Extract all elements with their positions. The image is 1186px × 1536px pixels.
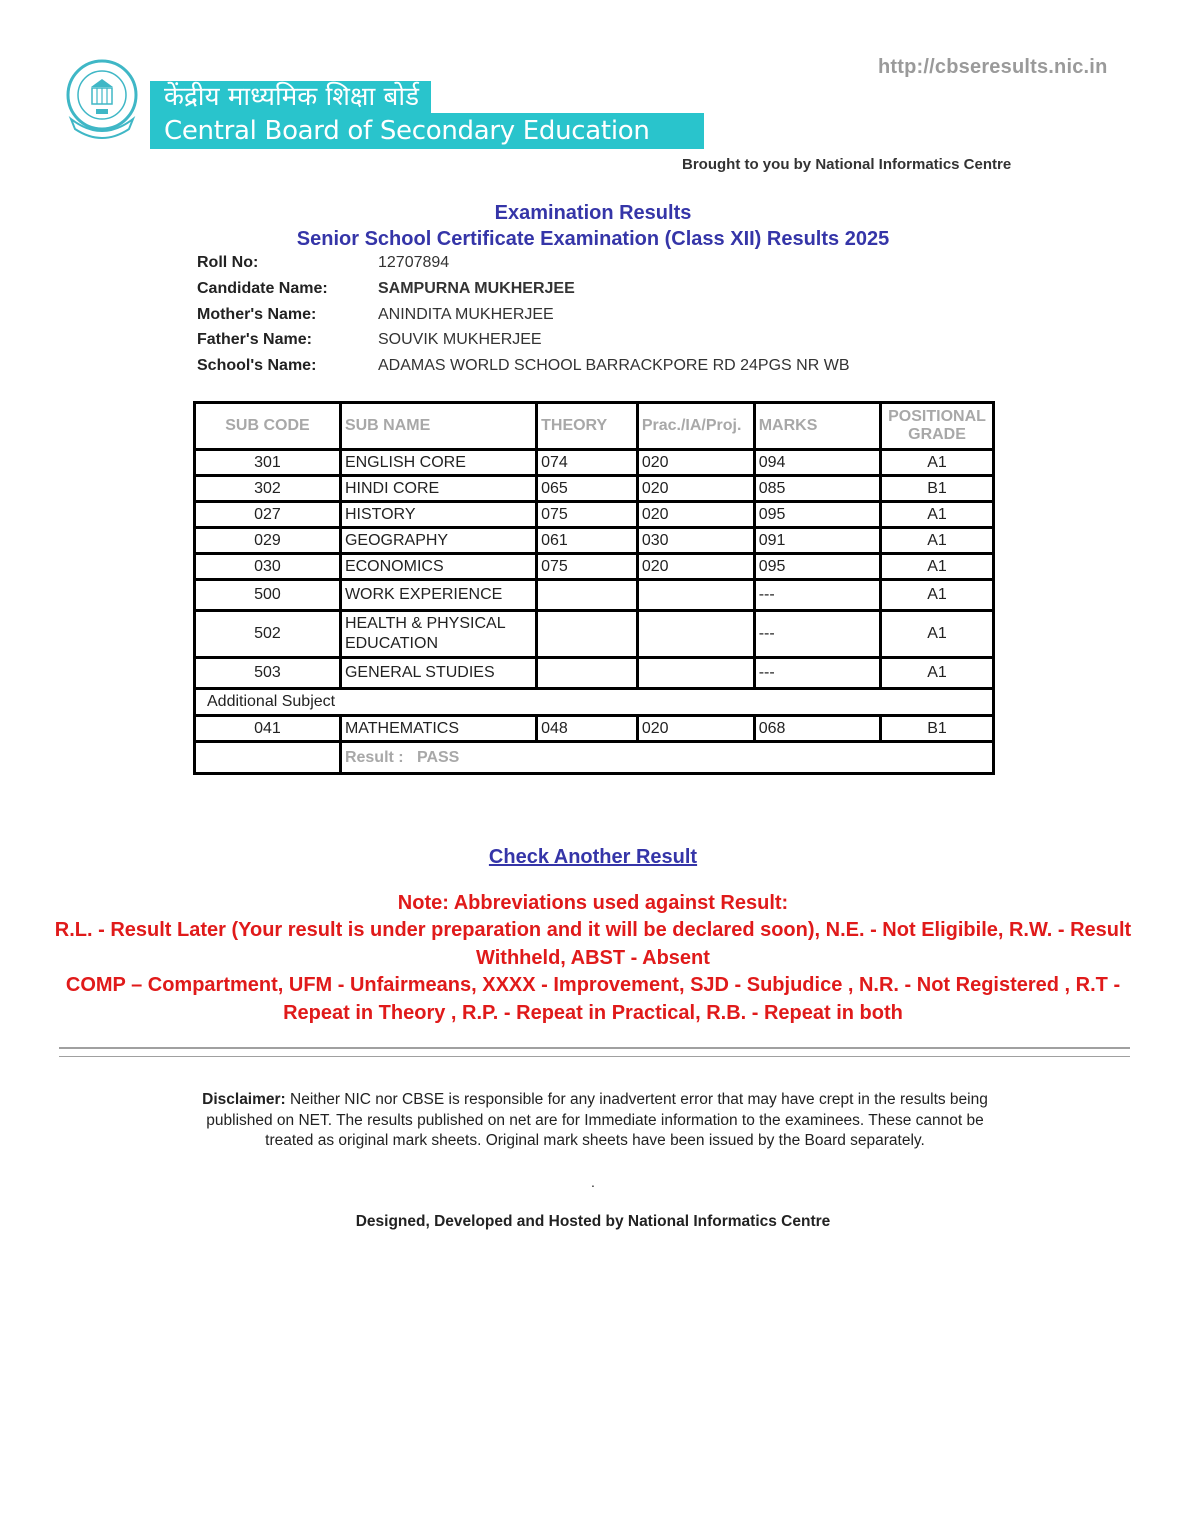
cbse-emblem-icon bbox=[63, 57, 141, 145]
header-marks: MARKS bbox=[754, 403, 880, 450]
board-name-hindi: केंद्रीय माध्यमिक शिक्षा बोर्ड bbox=[150, 81, 431, 113]
additional-subject-label: Additional Subject bbox=[195, 689, 994, 716]
mother-name-value: ANINDITA MUKHERJEE bbox=[378, 305, 554, 323]
disclaimer bbox=[198, 1090, 992, 1152]
marks-cell: 095 bbox=[754, 502, 880, 528]
table-row bbox=[195, 528, 994, 554]
result-empty-cell bbox=[195, 742, 341, 774]
father-name-row bbox=[197, 331, 850, 357]
marks-cell: 091 bbox=[754, 528, 880, 554]
candidate-name-label: Candidate Name: bbox=[197, 279, 328, 297]
divider bbox=[59, 1047, 1130, 1049]
practical-cell: 020 bbox=[637, 450, 754, 476]
table-row bbox=[195, 658, 994, 689]
marks-table bbox=[193, 401, 995, 775]
school-name-label: School's Name: bbox=[197, 357, 317, 375]
table-row bbox=[195, 716, 994, 742]
marks-cell: 068 bbox=[754, 716, 880, 742]
theory-cell: 075 bbox=[537, 554, 638, 580]
practical-cell: 020 bbox=[637, 476, 754, 502]
father-name-label: Father's Name: bbox=[197, 331, 312, 349]
table-row bbox=[195, 580, 994, 611]
practical-cell bbox=[637, 658, 754, 689]
abbreviations-note bbox=[40, 890, 1146, 1027]
sub-name-cell: WORK EXPERIENCE bbox=[340, 580, 536, 611]
header-theory: THEORY bbox=[537, 403, 638, 450]
site-url: http://cbseresults.nic.in bbox=[878, 56, 1108, 78]
table-header-row bbox=[195, 403, 994, 450]
sub-code-cell: 029 bbox=[195, 528, 341, 554]
sub-name-cell: HINDI CORE bbox=[340, 476, 536, 502]
board-name-english: Central Board of Secondary Education bbox=[150, 113, 704, 149]
grade-cell: A1 bbox=[881, 580, 994, 611]
theory-cell bbox=[537, 580, 638, 611]
grade-cell: B1 bbox=[881, 716, 994, 742]
sub-code-cell: 027 bbox=[195, 502, 341, 528]
school-name-value: ADAMAS WORLD SCHOOL BARRACKPORE RD 24PGS NR WB bbox=[378, 357, 850, 375]
marks-cell: 085 bbox=[754, 476, 880, 502]
practical-cell: 020 bbox=[637, 502, 754, 528]
table-row bbox=[195, 502, 994, 528]
page-title: Examination Results bbox=[494, 202, 692, 224]
sub-name-cell: ENGLISH CORE bbox=[340, 450, 536, 476]
sub-code-cell: 302 bbox=[195, 476, 341, 502]
result-cell bbox=[340, 742, 993, 774]
disclaimer-label: Disclaimer: bbox=[202, 1091, 286, 1108]
sub-code-cell: 503 bbox=[195, 658, 341, 689]
practical-cell: 020 bbox=[637, 716, 754, 742]
mother-name-row bbox=[197, 306, 850, 332]
result-value: PASS bbox=[416, 748, 460, 766]
additional-subject-row bbox=[195, 689, 994, 716]
roll-no-label: Roll No: bbox=[197, 254, 259, 271]
sub-name-cell: ECONOMICS bbox=[340, 554, 536, 580]
sub-name-cell: GEOGRAPHY bbox=[340, 528, 536, 554]
school-name-row bbox=[197, 357, 850, 383]
sub-name-cell: HISTORY bbox=[340, 502, 536, 528]
grade-cell: B1 bbox=[881, 476, 994, 502]
theory-cell: 061 bbox=[537, 528, 638, 554]
header-positional-grade bbox=[881, 403, 994, 450]
sub-name-cell: GENERAL STUDIES bbox=[340, 658, 536, 689]
practical-cell: 020 bbox=[637, 554, 754, 580]
header-sub-code: SUB CODE bbox=[195, 403, 341, 450]
note-line-2: COMP – Compartment, UFM - Unfairmeans, XXXX - Improvement, SJD - Subjudice , N.R. - Not Registered , R.T - Repeat in Theory , R.P. - Repeat in Practical, R.B. - Repeat in both bbox=[65, 974, 1121, 1024]
header-grade-line2: GRADE bbox=[908, 426, 966, 443]
theory-cell bbox=[537, 611, 638, 658]
father-name-value: SOUVIK MUKHERJEE bbox=[378, 331, 542, 349]
marks-cell: --- bbox=[754, 658, 880, 689]
grade-cell: A1 bbox=[881, 450, 994, 476]
sub-code-cell: 301 bbox=[195, 450, 341, 476]
theory-cell: 065 bbox=[537, 476, 638, 502]
footer-dot: . bbox=[591, 1174, 595, 1190]
check-another-container bbox=[0, 846, 1186, 869]
marks-cell: 095 bbox=[754, 554, 880, 580]
result-label: Result : bbox=[344, 748, 404, 766]
sub-code-cell: 030 bbox=[195, 554, 341, 580]
candidate-name-row bbox=[197, 280, 850, 306]
marks-cell: 094 bbox=[754, 450, 880, 476]
grade-cell: A1 bbox=[881, 528, 994, 554]
candidate-name-value: SAMPURNA MUKHERJEE bbox=[378, 279, 575, 297]
divider bbox=[59, 1056, 1130, 1057]
theory-cell: 048 bbox=[537, 716, 638, 742]
grade-cell: A1 bbox=[881, 554, 994, 580]
note-line-1: R.L. - Result Later (Your result is under preparation and it will be declared soon), N.E. - Not Eligibile, R.W. - Result Withheld, ABST - Absent bbox=[54, 919, 1132, 969]
theory-cell: 074 bbox=[537, 450, 638, 476]
table-row bbox=[195, 611, 994, 658]
grade-cell: A1 bbox=[881, 658, 994, 689]
note-title: Note: Abbreviations used against Result: bbox=[397, 892, 789, 914]
header-grade-line1: POSITIONAL bbox=[888, 408, 986, 425]
mother-name-label: Mother's Name: bbox=[197, 305, 317, 323]
exam-subtitle: Senior School Certificate Examination (Class XII) Results 2025 bbox=[296, 228, 890, 250]
sub-code-cell: 500 bbox=[195, 580, 341, 611]
sub-code-cell: 041 bbox=[195, 716, 341, 742]
sub-name-cell: MATHEMATICS bbox=[340, 716, 536, 742]
marks-cell: --- bbox=[754, 580, 880, 611]
theory-cell bbox=[537, 658, 638, 689]
designed-by-text: Designed, Developed and Hosted by National Informatics Centre bbox=[355, 1213, 831, 1230]
brought-by-text: Brought to you by National Informatics Centre bbox=[682, 156, 1012, 173]
grade-cell: A1 bbox=[881, 502, 994, 528]
grade-cell: A1 bbox=[881, 611, 994, 658]
table-row bbox=[195, 450, 994, 476]
header-practical: Prac./IA/Proj. bbox=[637, 403, 754, 450]
sub-code-cell: 502 bbox=[195, 611, 341, 658]
theory-cell: 075 bbox=[537, 502, 638, 528]
check-another-result-link[interactable]: Check Another Result bbox=[488, 846, 698, 868]
table-row bbox=[195, 476, 994, 502]
marks-cell: --- bbox=[754, 611, 880, 658]
practical-cell bbox=[637, 611, 754, 658]
header-sub-name: SUB NAME bbox=[340, 403, 536, 450]
sub-name-cell: HEALTH & PHYSICAL EDUCATION bbox=[340, 611, 536, 658]
roll-no-value: 12707894 bbox=[378, 254, 450, 271]
practical-cell bbox=[637, 580, 754, 611]
table-row bbox=[195, 554, 994, 580]
candidate-info bbox=[197, 254, 850, 383]
result-row bbox=[195, 742, 994, 774]
roll-no-row bbox=[197, 254, 850, 280]
practical-cell: 030 bbox=[637, 528, 754, 554]
disclaimer-text: Neither NIC nor CBSE is responsible for any inadvertent error that may have crept in the results being published on NET. The results published on net are for Immediate information to the examinees. These cannot be treated as original mark sheets. Original mark sheets have been issued by the Board separately. bbox=[206, 1091, 988, 1149]
